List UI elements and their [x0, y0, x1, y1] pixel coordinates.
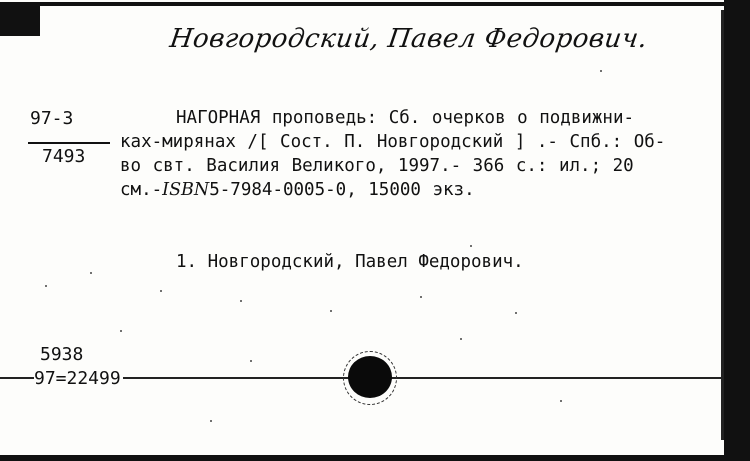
- entry-line-suffix: 5-7984-0005-0, 15000 экз.: [209, 180, 475, 200]
- shelf-mark-divider: [28, 142, 110, 144]
- bibliographic-entry: [120, 106, 692, 202]
- card-top-edge: [0, 2, 750, 6]
- handwritten-heading: Новгородский, Павел Федорович.: [167, 24, 650, 54]
- card-corner-shadow: [0, 6, 40, 36]
- punch-hole: [348, 356, 392, 398]
- card-right-border: [721, 10, 724, 440]
- isbn-label: ISBN: [162, 180, 210, 200]
- entry-line: во свт. Василия Великого, 1997.- 366 с.: ил.; 20: [120, 156, 634, 176]
- shelf-mark-bottom: 7493: [42, 146, 86, 167]
- accession-number: 5938: [40, 344, 84, 365]
- call-number: 97=22499: [34, 368, 121, 389]
- subject-tracing: 1. Новгородский, Павел Федорович.: [176, 252, 524, 272]
- card-bottom-edge: [0, 455, 750, 461]
- entry-line-prefix: см.-: [120, 180, 163, 200]
- entry-line: НАГОРНАЯ проповедь: Сб. очерков о подвижни-: [176, 108, 635, 128]
- card-right-edge: [724, 0, 750, 461]
- entry-line: ках-мирянах /[ Сост. П. Новгородский ] .- Спб.: Об-: [120, 132, 666, 152]
- shelf-mark-top: 97-3: [30, 108, 74, 129]
- entry-line-last: [120, 178, 692, 202]
